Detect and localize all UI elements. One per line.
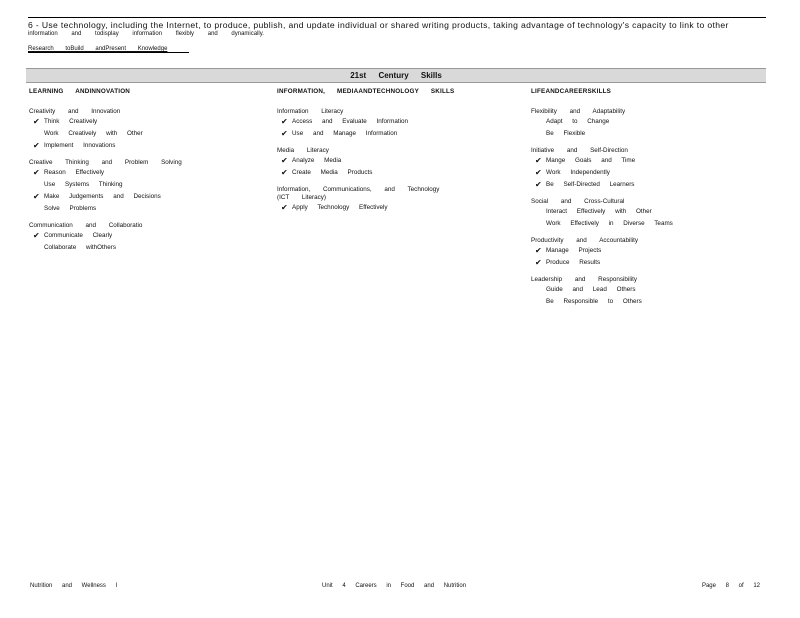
skill-item xyxy=(29,191,182,203)
column-header: LEARNING ANDINNOVATION xyxy=(29,88,131,95)
skill-item xyxy=(531,128,673,140)
skill-category xyxy=(277,108,454,140)
footer-course: Nutrition and Wellness I xyxy=(30,583,118,589)
skill-label: Be Flexible xyxy=(546,130,586,137)
checkmark-icon: ✔ xyxy=(535,156,542,165)
skill-item xyxy=(531,257,673,269)
skill-item xyxy=(29,203,182,215)
checkmark-icon: ✔ xyxy=(281,129,288,138)
skill-category xyxy=(531,276,673,308)
skill-item xyxy=(277,202,454,214)
skill-item xyxy=(29,242,182,254)
checkmark-icon: ✔ xyxy=(281,168,288,177)
skill-item xyxy=(277,128,454,140)
standard-block xyxy=(28,17,766,55)
skill-item xyxy=(531,179,673,191)
skill-label: Collaborate withOthers xyxy=(44,244,117,251)
checkmark-icon: ✔ xyxy=(33,117,40,126)
skill-category xyxy=(29,222,182,254)
skill-label: Implement Innovations xyxy=(44,142,116,149)
skill-label: Create Media Products xyxy=(292,169,373,176)
column-header: LIFEANDCAREERSKILLS xyxy=(531,88,612,95)
skill-label: Guide and Lead Others xyxy=(546,286,636,293)
skill-label: Access and Evaluate Information xyxy=(292,118,409,125)
column-information-media-technology xyxy=(277,88,454,221)
skill-label: Work Creatively with Other xyxy=(44,130,143,137)
category-title: Flexibility and Adaptability xyxy=(531,108,626,115)
category-title: Information, Communications, and Technology xyxy=(277,186,440,193)
skill-category xyxy=(277,147,454,179)
skill-label: Make Judgements and Decisions xyxy=(44,193,161,200)
checkmark-icon: ✔ xyxy=(535,258,542,267)
skill-item xyxy=(531,167,673,179)
category-title: Creativity and Innovation xyxy=(29,108,121,115)
checkmark-icon: ✔ xyxy=(33,192,40,201)
skill-label: Use Systems Thinking xyxy=(44,181,123,188)
skill-item xyxy=(531,284,673,296)
skill-item xyxy=(277,167,454,179)
skill-label: Produce Results xyxy=(546,259,601,266)
skill-category xyxy=(531,147,673,191)
category-title: Social and Cross-Cultural xyxy=(531,198,625,205)
category-title: Media Literacy xyxy=(277,147,329,154)
standard-text-continued: information and todisplay information flexibly and dynamically. xyxy=(28,31,264,37)
skill-label: Use and Manage Information xyxy=(292,130,398,137)
standard-text: 6 - Use technology, including the Internet, to produce, publish, and update individual or shared writing products, taking advantage of technology's capacity to link to other xyxy=(28,20,729,30)
checkmark-icon: ✔ xyxy=(281,117,288,126)
footer-unit: Unit 4 Careers in Food and Nutrition xyxy=(322,583,467,589)
checkmark-icon: ✔ xyxy=(33,141,40,150)
checkmark-icon: ✔ xyxy=(535,180,542,189)
skill-item xyxy=(29,167,182,179)
skill-label: Reason Effectively xyxy=(44,169,105,176)
skill-label: Think Creatively xyxy=(44,118,98,125)
skill-category xyxy=(531,198,673,230)
skill-category xyxy=(29,108,182,152)
category-title: Creative Thinking and Problem Solving xyxy=(29,159,182,166)
column-life-career xyxy=(531,88,673,315)
skill-item xyxy=(531,296,673,308)
skill-label: Solve Problems xyxy=(44,205,97,212)
skill-item xyxy=(277,116,454,128)
skill-item xyxy=(29,179,182,191)
skill-item xyxy=(531,116,673,128)
category-title: Initiative and Self-Direction xyxy=(531,147,628,154)
category-title: Information Literacy xyxy=(277,108,344,115)
skill-item xyxy=(531,155,673,167)
checkmark-icon: ✔ xyxy=(281,156,288,165)
skill-item xyxy=(531,206,673,218)
skill-category xyxy=(277,186,454,214)
skill-label: Adapt to Change xyxy=(546,118,610,125)
skill-item xyxy=(277,155,454,167)
skill-category xyxy=(29,159,182,215)
checkmark-icon: ✔ xyxy=(33,231,40,240)
checkmark-icon: ✔ xyxy=(535,246,542,255)
checkmark-icon: ✔ xyxy=(281,203,288,212)
column-header: INFORMATION, MEDIAANDTECHNOLOGY SKILLS xyxy=(277,88,455,95)
skill-label: Be Responsible to Others xyxy=(546,298,642,305)
skill-label: Apply Technology Effectively xyxy=(292,204,388,211)
checkmark-icon: ✔ xyxy=(33,168,40,177)
skill-label: Mange Goals and Time xyxy=(546,157,636,164)
skill-item xyxy=(531,218,673,230)
category-title: Leadership and Responsibility xyxy=(531,276,638,283)
category-title-continued: (ICT Literacy) xyxy=(277,194,327,201)
skill-label: Work Effectively in Diverse Teams xyxy=(546,220,673,227)
skill-category xyxy=(531,108,673,140)
section-band: 21st Century Skills xyxy=(26,68,766,83)
category-title: Productivity and Accountability xyxy=(531,237,639,244)
skill-label: Work Independently xyxy=(546,169,610,176)
skill-label: Analyze Media xyxy=(292,157,342,164)
category-title: Communication and Collaboratio xyxy=(29,222,143,229)
skill-label: Be Self-Directed Learners xyxy=(546,181,635,188)
skill-label: Communicate Clearly xyxy=(44,232,113,239)
skill-label: Manage Projects xyxy=(546,247,602,254)
footer-page: Page 8 of 12 xyxy=(701,583,760,589)
column-learning-innovation xyxy=(29,88,182,261)
skill-item xyxy=(29,230,182,242)
skill-item xyxy=(531,245,673,257)
skill-item xyxy=(29,116,182,128)
checkmark-icon: ✔ xyxy=(535,168,542,177)
skill-item xyxy=(29,140,182,152)
skill-category xyxy=(531,237,673,269)
strand-label: Research toBuild andPresent Knowledge xyxy=(28,46,189,53)
skill-label: Interact Effectively with Other xyxy=(546,208,652,215)
skill-item xyxy=(29,128,182,140)
